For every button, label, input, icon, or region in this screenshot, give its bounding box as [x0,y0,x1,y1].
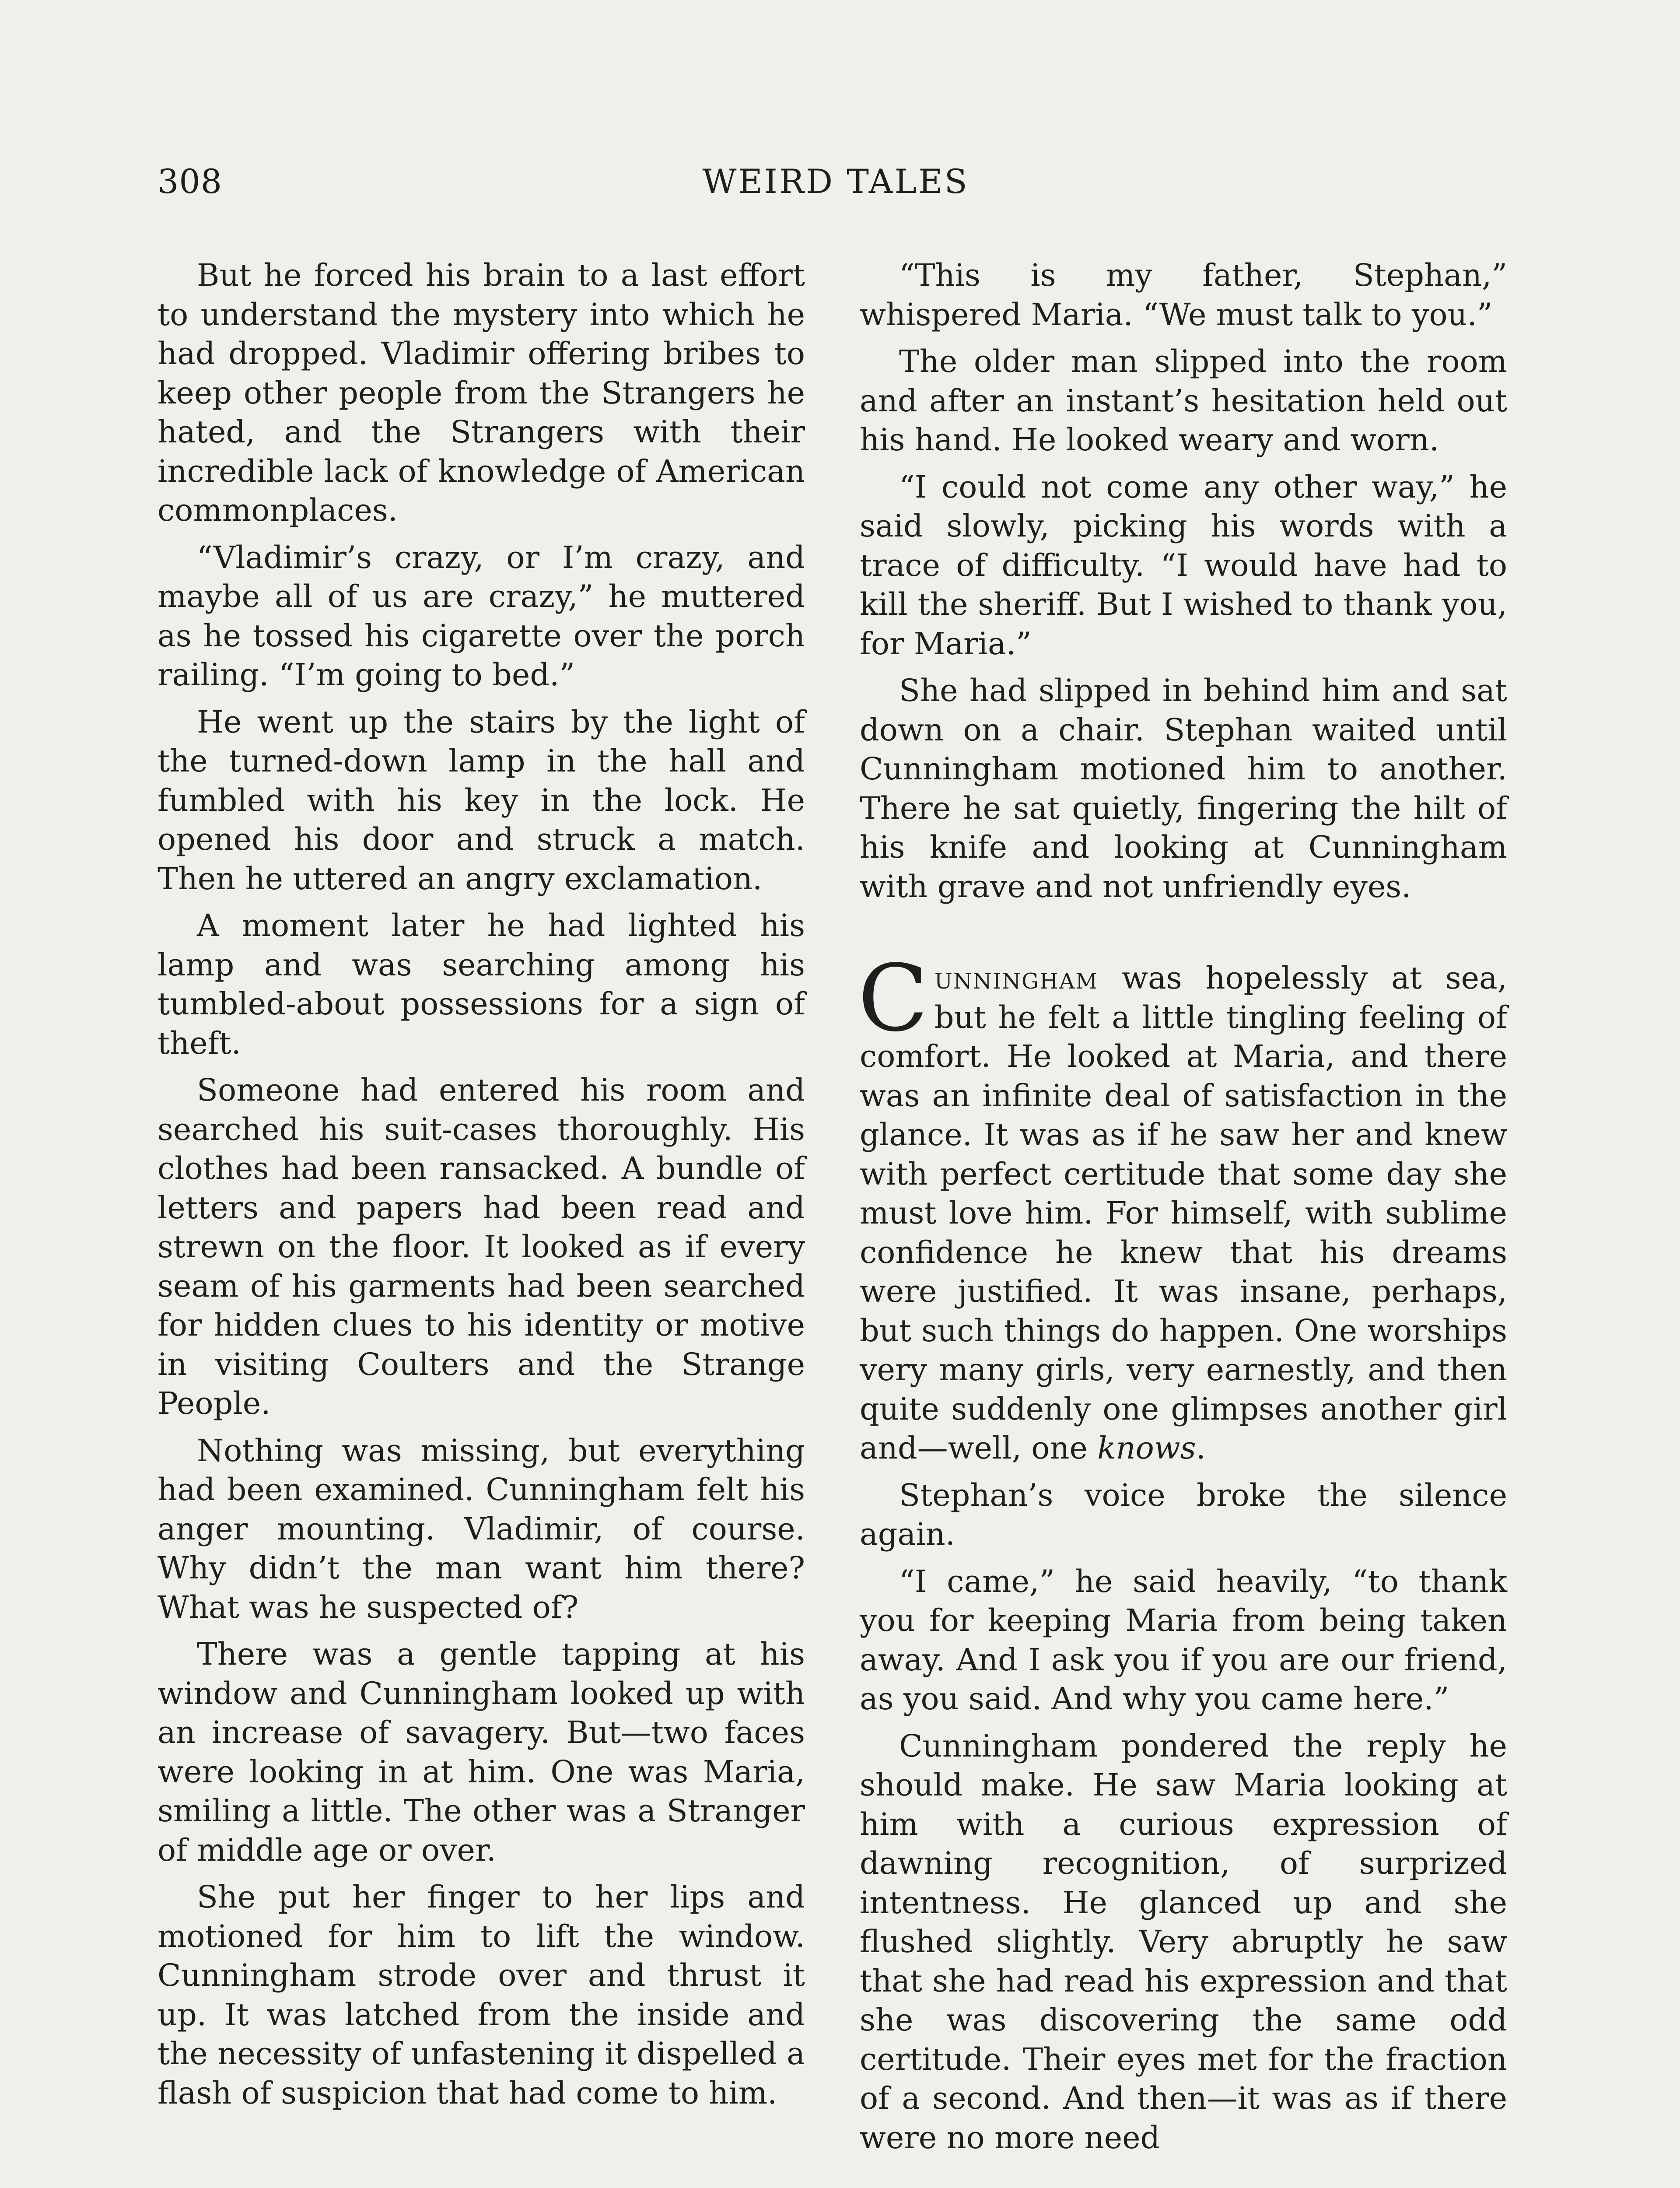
paragraph: The older man slipped into the room and after an instant’s hesitation held out his hand. He looked weary and worn. [860,344,1507,458]
left-column [158,256,805,2121]
section-opening-paragraph [858,945,1507,1468]
section-text: was hopelessly at sea, but he felt a little tingling feeling of comfort. He looked at Maria, and there was an infinite deal of satisfaction in the glance. It was as if he saw her and knew with perfect certitude that some day she must love him. For himself, with sublime confidence he knew that his dreams were justified. It was insane, perhaps, but such things do happen. One worships very many girls, very earnestly, and then quite suddenly one glimpses another girl and—well, one [860,960,1507,1466]
small-caps-lead: unningham [934,960,1099,996]
italic-word: knows [1097,1430,1196,1466]
paragraph: She put her finger to her lips and motioned for him to lift the window. Cunningham strode over and thrust it up. It was latched from the inside and the necessity of unfastening it dispelled a flash of suspicion that had come to him. [158,1879,805,2111]
paragraph: There was a gentle tapping at his window and Cunningham looked up with an increase of savagery. But—two faces were looking in at him. One was Maria, smiling a little. The other was a Stranger of middle age or over. [158,1636,805,1868]
paragraph: He went up the stairs by the light of the turned-down lamp in the hall and fumbled with his key in the lock. He opened his door and struck a match. Then he uttered an angry exclamation. [158,704,805,897]
running-title: WEIRD TALES [702,162,969,201]
page-header [158,162,1514,214]
paragraph: “Vladimir’s crazy, or I’m crazy, and maybe all of us are crazy,” he muttered as he tossed his cigarette over the porch railing. “I’m going to bed.” [158,539,805,693]
paragraph: But he forced his brain to a last effort to understand the mystery into which he had dropped. Vladimir offering bribes to keep other people from the Strangers he hated, and the Strangers with their incredible lack of knowledge of American commonplaces. [158,257,805,528]
paragraph: A moment later he had lighted his lamp and was searching among his tumbled-about possessions for a sign of theft. [158,908,805,1061]
drop-cap: C [858,945,928,1052]
page-number: 308 [158,162,223,201]
paragraph: Someone had entered his room and searched his suit-cases thoroughly. His clothes had been ransacked. A bundle of letters and papers had been read and strewn on the floor. It looked as if every seam of his garments had been searched for hidden clues to his identity or motive in visiting Coulters and the Strange People. [158,1072,805,1421]
paragraph: “This is my father, Stephan,” whispered Maria. “We must talk to you.” [860,257,1507,333]
section-text-end: . [1196,1430,1206,1466]
paragraph: Cunningham pondered the reply he should make. He saw Maria looking at him with a curious expression of dawning recognition, of surprized intentness. He glanced up and she flushed slightly. Very abruptly he saw that she had read his expression and that she was discovering the same odd certitude. Their eyes met for the fraction of a second. And then—it was as if there were no more need [860,1728,1507,2156]
paragraph: “I could not come any other way,” he said slowly, picking his words with a trace of difficulty. “I would have had to kill the sheriff. But I wished to thank you, for Maria.” [860,469,1507,662]
paragraph: “I came,” he said heavily, “to thank you for keeping Maria from being taken away. And I ask you if you are our friend, as you said. And why you came here.” [860,1563,1507,1717]
paragraph: She had slipped in behind him and sat down on a chair. Stephan waited until Cunningham motioned him to another. There he sat quietly, fingering the hilt of his knife and looking at Cunningham with grave and not unfriendly eyes. [860,673,1507,905]
paragraph: Nothing was missing, but everything had been examined. Cunningham felt his anger mounting. Vladimir, of course. Why didn’t the man want him there? What was he suspected of? [158,1432,805,1625]
paragraph: Stephan’s voice broke the silence again. [860,1477,1507,1552]
right-column [860,256,1507,2165]
